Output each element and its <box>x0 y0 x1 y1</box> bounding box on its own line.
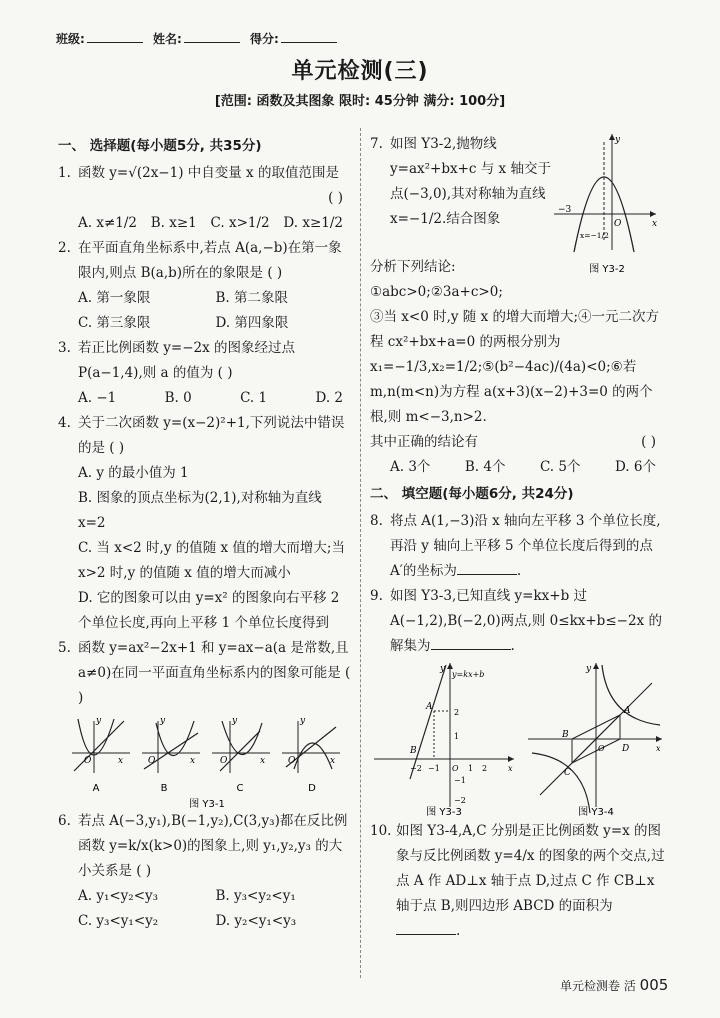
svg-text:y: y <box>586 664 592 674</box>
q7-prompt: 其中正确的结论有 ( ) <box>370 430 666 455</box>
answer-paren[interactable]: ( ) <box>78 665 351 706</box>
svg-text:2: 2 <box>454 708 460 717</box>
page-number: 005 <box>639 976 669 994</box>
question-number: 7. <box>370 136 383 152</box>
question-6 <box>58 809 353 884</box>
figure-y3-1 <box>62 711 352 809</box>
figure-caption: 图 Y3-3 <box>426 807 462 818</box>
graph-option-b[interactable] <box>142 716 200 794</box>
svg-text:y: y <box>160 716 166 726</box>
svg-text:−2: −2 <box>410 764 422 773</box>
svg-text:O: O <box>148 756 156 766</box>
svg-text:A: A <box>624 706 631 716</box>
option-a[interactable]: A. 3个 <box>390 459 431 475</box>
q7-options <box>370 455 666 480</box>
score-label: 得分: <box>250 32 279 46</box>
graph-label-b: B <box>160 783 168 794</box>
svg-text:y: y <box>440 664 446 674</box>
svg-text:y: y <box>615 135 621 145</box>
option-b[interactable]: B. 0 <box>164 390 192 406</box>
question-text: 函数 y=ax²−2x+1 和 y=ax−a(a 是常数,且 a≠0)在同一平面直角坐标系内的图象可能是 ( ) <box>78 640 351 706</box>
option-c[interactable]: C. 1 <box>240 390 268 406</box>
left-column <box>58 132 353 934</box>
option-d[interactable]: D. 第四象限 <box>215 315 289 331</box>
section-choice-heading: 一、 选择题(每小题5分, 共35分) <box>58 138 262 154</box>
figure-caption: 图 Y3-4 <box>578 807 614 818</box>
question-number: 9. <box>370 588 383 604</box>
question-text: 若点 A(−3,y₁),B(−1,y₂),C(3,y₃)都在反比例函数 y=k/x(k>0)的图象上,则 y₁,y₂,y₃ 的大小关系是 ( ) <box>78 813 348 879</box>
figure-caption: 图 Y3-2 <box>589 264 625 275</box>
option-c[interactable]: C. 第三象限 <box>78 315 151 331</box>
q1-options <box>58 211 353 236</box>
class-label: 班级: <box>56 32 85 46</box>
answer-paren[interactable]: ( ) <box>109 440 125 456</box>
question-number: 5. <box>58 640 71 656</box>
svg-text:x: x <box>118 756 124 766</box>
svg-text:B: B <box>410 746 417 756</box>
question-text: 函数 y=√(2x−1) 中自变量 x 的取值范围是 <box>78 165 339 181</box>
question-text: 如图 Y3-4,A,C 分别是正比例函数 y=x 的图象与反比例函数 y=4/x 的图象的两个交点,过点 A 作 AD⊥x 轴于点 D,过点 C 作 CB⊥x 轴于点 B,则四边形 ABCD 的面积为. <box>396 823 665 939</box>
student-info-header <box>56 30 343 47</box>
svg-text:O: O <box>598 744 605 753</box>
graph-label-c: C <box>236 783 244 794</box>
answer-paren[interactable]: ( ) <box>267 265 283 281</box>
q2-options <box>58 286 353 336</box>
svg-text:y: y <box>96 716 102 726</box>
question-10 <box>370 819 666 944</box>
graph-option-d[interactable] <box>282 716 340 794</box>
question-number: 3. <box>58 340 71 356</box>
q6-options <box>58 884 353 934</box>
page-footer <box>560 976 668 994</box>
question-number: 1. <box>58 165 71 181</box>
svg-text:−1: −1 <box>428 764 440 773</box>
svg-text:O: O <box>288 756 296 766</box>
answer-blank[interactable] <box>431 635 511 650</box>
question-number: 2. <box>58 240 71 256</box>
option-a[interactable]: A. −1 <box>78 390 117 406</box>
question-9 <box>370 584 666 659</box>
line-label: y=kx+b <box>452 670 485 679</box>
svg-text:C: C <box>564 768 571 778</box>
option-a[interactable]: A. 第一象限 <box>78 290 151 306</box>
question-3 <box>58 336 353 386</box>
question-text: 在平面直角坐标系中,若点 A(a,−b)在第一象限内,则点 B(a,b)所在的象限是 ( ) <box>78 240 342 281</box>
q3-options <box>58 386 353 411</box>
figure-y3-4 <box>526 659 666 819</box>
option-d[interactable]: D. x≥1/2 <box>283 215 343 231</box>
question-1 <box>58 161 353 186</box>
name-label: 姓名: <box>153 32 182 46</box>
question-8 <box>370 509 666 584</box>
q7-conclusions-2: ③当 x<0 时,y 随 x 的增大而增大;④一元二次方程 cx²+bx+a=0 的两根分别为 x₁=−1/3,x₂=1/2;⑤(b²−4ac)/(4a)<0;⑥若 m,n(m<n)为方程 a(x+3)(x−2)+3=0 的两个根,则 m<−3,n>2. <box>370 309 660 425</box>
svg-text:y: y <box>232 716 238 726</box>
svg-text:2: 2 <box>482 764 488 773</box>
svg-text:A: A <box>426 702 433 712</box>
q7-conclusions-1: ①abc>0;②3a+c>0; <box>370 284 503 300</box>
footer-label: 单元检测卷 活 <box>560 979 636 993</box>
column-divider <box>360 128 361 978</box>
question-4 <box>58 411 353 461</box>
question-number: 4. <box>58 415 71 431</box>
question-2 <box>58 236 353 286</box>
svg-text:O: O <box>614 219 622 229</box>
svg-text:O: O <box>452 764 459 773</box>
option-a[interactable]: A. x≠1/2 <box>78 215 137 231</box>
option-b[interactable]: B. x≥1 <box>150 215 197 231</box>
option-b[interactable]: B. y₃<y₂<y₁ <box>215 888 296 904</box>
question-text: 如图 Y3-3,已知直线 y=kx+b 过 A(−1,2),B(−2,0)两点,则 0≤kx+b≤−2x 的解集为 . <box>390 588 662 654</box>
question-text: 将点 A(1,−3)沿 x 轴向左平移 3 个单位长度,再沿 y 轴向上平移 5 个单位长度后得到的点 A′的坐标为 . <box>390 513 661 579</box>
figure-caption: 图 Y3-1 <box>189 799 225 809</box>
option-c[interactable]: C. 当 x<2 时,y 的值随 x 值的增大而增大;当 x>2 时,y 的值随 x 值的增大而减小 <box>78 540 345 581</box>
score-blank[interactable] <box>281 42 337 43</box>
svg-text:x: x <box>652 219 658 229</box>
page-title: 单元检测(三) <box>291 59 429 84</box>
option-c[interactable]: C. 5个 <box>539 459 581 475</box>
question-number: 8. <box>370 513 383 529</box>
option-b[interactable]: B. 图象的顶点坐标为(2,1),对称轴为直线 x=2 <box>78 490 322 531</box>
question-5 <box>58 636 353 711</box>
svg-text:1: 1 <box>454 732 460 741</box>
svg-text:y: y <box>300 716 306 726</box>
svg-text:x: x <box>508 764 513 773</box>
answer-blank[interactable] <box>457 560 517 575</box>
section-fill-heading: 二、 填空题(每小题6分, 共24分) <box>370 486 574 502</box>
answer-paren[interactable]: ( ) <box>217 365 233 381</box>
name-blank[interactable] <box>184 42 240 43</box>
svg-text:O: O <box>84 756 92 766</box>
class-blank[interactable] <box>87 42 143 43</box>
graph-option-c[interactable] <box>212 716 270 794</box>
svg-text:x: x <box>260 756 266 766</box>
question-text: 如图 Y3-2,抛物线 y=ax²+bx+c 与 x 轴交于点(−3,0),其对称轴为直线 x=−1/2.结合图象 <box>390 136 551 227</box>
svg-text:x=−1/2: x=−1/2 <box>580 231 609 240</box>
question-text: 若正比例函数 y=−2x 的图象经过点 P(a−1,4),则 a 的值为 ( ) <box>78 340 296 381</box>
answer-paren[interactable]: ( ) <box>328 190 343 206</box>
option-b[interactable]: B. 第二象限 <box>215 290 289 306</box>
option-b[interactable]: B. 4个 <box>464 459 506 475</box>
svg-text:D: D <box>622 744 630 754</box>
svg-text:x: x <box>190 756 196 766</box>
figures-y3-3-y3-4 <box>370 659 666 819</box>
svg-text:−1: −1 <box>454 776 466 785</box>
question-number: 10. <box>370 823 392 839</box>
figure-y3-3 <box>370 659 518 819</box>
q7-analyze-text: 分析下列结论: <box>370 259 456 275</box>
answer-paren[interactable]: ( ) <box>641 434 656 450</box>
option-c[interactable]: C. y₃<y₁<y₂ <box>78 913 159 929</box>
graph-label-d: D <box>308 783 316 794</box>
option-d[interactable]: D. y₂<y₁<y₃ <box>215 913 297 929</box>
option-d[interactable]: D. 6个 <box>614 459 656 475</box>
svg-text:−2: −2 <box>454 796 466 805</box>
option-a[interactable]: A. y₁<y₂<y₃ <box>78 888 159 904</box>
graph-option-a[interactable] <box>72 716 130 794</box>
svg-text:x: x <box>330 756 336 766</box>
exam-scope: [范围: 函数及其图象 限时: 45分钟 满分: 100分] <box>214 94 506 109</box>
svg-text:x: x <box>656 744 661 753</box>
svg-text:O: O <box>220 756 228 766</box>
option-d[interactable]: D. 2 <box>315 390 343 406</box>
option-a[interactable]: A. y 的最小值为 1 <box>78 465 189 481</box>
right-column <box>370 132 666 944</box>
question-text: 关于二次函数 y=(x−2)²+1,下列说法中错误的是 ( ) <box>78 415 345 456</box>
answer-paren[interactable]: ( ) <box>136 863 152 879</box>
option-d[interactable]: D. 它的图象可以由 y=x² 的图象向右平移 2 个单位长度,再向上平移 1 个单位长度得到 <box>78 590 340 631</box>
answer-blank[interactable] <box>396 920 456 935</box>
svg-text:−3: −3 <box>558 205 572 215</box>
option-c[interactable]: C. x>1/2 <box>210 215 270 231</box>
svg-text:1: 1 <box>468 764 474 773</box>
svg-text:B: B <box>562 730 569 740</box>
graph-label-a: A <box>92 783 100 794</box>
question-number: 6. <box>58 813 71 829</box>
figure-y3-2 <box>552 132 662 277</box>
